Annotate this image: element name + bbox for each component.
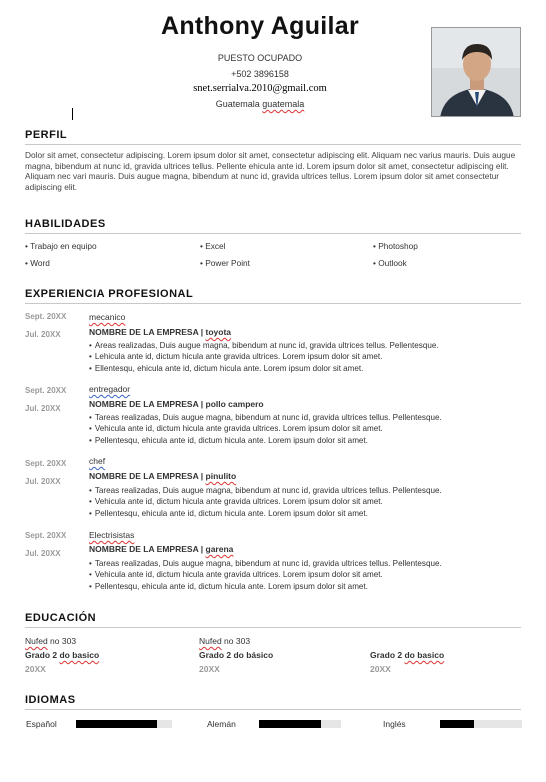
education-heading: EDUCACIÓN (25, 612, 97, 624)
skills-divider (25, 233, 521, 234)
job-bullet: • Vehicula ante id, dictum hicula ante gravida ultrices. Lorem ipsum dolor sit amet. (89, 496, 509, 507)
job-role[interactable]: Electrisistas (89, 530, 135, 540)
language-level-fill (259, 720, 321, 728)
email-address[interactable]: snet.serrialva.2010@gmail.com (193, 83, 327, 94)
location[interactable] (110, 99, 410, 109)
phone-number[interactable]: +502 3896158 (231, 69, 289, 79)
job-bullet: • Tareas realizadas, Duis augue magna, bibendum at nunc id, gravida ultrices tellus. Pellentesque. (89, 485, 509, 496)
location-city: Guatemala (215, 99, 260, 109)
skill-item[interactable]: • Excel (200, 241, 226, 251)
skill-item[interactable]: • Photoshop (373, 241, 418, 251)
job-bullet: • Pellentesqu, ehicula ante id, dictum hicula ante. Lorem ipsum dolor sit amet. (89, 508, 509, 519)
job-bullet: • Ellentesqu, ehicula ante id, dictum hicula ante. Lorem ipsum dolor sit amet. (89, 363, 509, 374)
job-bullet: • Areas realizadas, Duis augue magna, bibendum at nunc id, gravida ultrices tellus. Pellentesque. (89, 340, 509, 351)
education-year[interactable]: 20XX (199, 664, 220, 674)
job-start-date[interactable]: Sept. 20XX (25, 312, 67, 321)
person-photo-icon (432, 28, 521, 117)
job-bullet: • Lehicula ante id, dictum hicula ante gravida ultrices. Lorem ipsum dolor sit amet. (89, 351, 509, 362)
job-end-date[interactable]: Jul. 20XX (25, 404, 61, 413)
experience-divider (25, 303, 521, 304)
language-level-bar[interactable] (440, 720, 522, 728)
language-level-bar[interactable] (76, 720, 172, 728)
job-bullet: • Vehicula ante id, dictum hicula ante gravida ultrices. Lorem ipsum dolor sit amet. (89, 423, 509, 434)
job-company[interactable]: NOMBRE DE LA EMPRESA | garena (89, 544, 234, 554)
job-bullets[interactable] (89, 558, 509, 592)
education-grade[interactable]: Grado 2 do basico (370, 650, 445, 660)
job-start-date[interactable]: Sept. 20XX (25, 531, 67, 540)
profile-photo[interactable] (431, 27, 521, 117)
language-name[interactable]: Alemán (207, 719, 236, 729)
experience-heading: EXPERIENCIA PROFESIONAL (25, 288, 194, 300)
skill-item[interactable]: • Word (25, 258, 50, 268)
profile-text[interactable]: Dolor sit amet, consectetur adipiscing. Lorem ipsum dolor sit amet, consectetur adipiscing elit. Aliquam nec varius mauris. Duis augue magna, bibendum at nunc id, gravida ultrices tellus. Pellente ehicula ante id. Lorem ipsum dolor sit amet, consectetur adipiscing elit. Aliquam nec vari mauris. Duis augue magna, bibendum at nunc id, gravida ultrices tellus. Lorem ipsum dolor sit amet consectetur adipiscing elit. (25, 150, 516, 192)
job-bullets[interactable] (89, 485, 509, 519)
languages-heading: IDIOMAS (25, 694, 76, 706)
skill-item[interactable]: • Trabajo en equipo (25, 241, 97, 251)
location-region: guatemala (262, 99, 305, 109)
language-level-bar[interactable] (259, 720, 341, 728)
text-cursor (72, 108, 73, 120)
education-school[interactable]: Nufed no 303 (199, 636, 251, 646)
profile-divider (25, 144, 521, 145)
candidate-name[interactable]: Anthony Aguilar (160, 12, 359, 40)
education-year[interactable]: 20XX (370, 664, 391, 674)
language-name[interactable]: Inglés (383, 719, 406, 729)
job-end-date[interactable]: Jul. 20XX (25, 330, 61, 339)
education-year[interactable]: 20XX (25, 664, 46, 674)
education-grade[interactable]: Grado 2 do básico (199, 650, 274, 660)
job-bullet: • Pellentesqu, ehicula ante id, dictum hicula ante. Lorem ipsum dolor sit amet. (89, 581, 509, 592)
language-level-fill (76, 720, 157, 728)
job-role[interactable]: mecanico (89, 312, 126, 322)
language-name[interactable]: Español (26, 719, 57, 729)
education-divider (25, 627, 521, 628)
job-company[interactable]: NOMBRE DE LA EMPRESA | pollo campero (89, 399, 264, 409)
skill-item[interactable]: • Outlook (373, 258, 407, 268)
education-school[interactable]: Nufed no 303 (25, 636, 77, 646)
job-end-date[interactable]: Jul. 20XX (25, 549, 61, 558)
languages-divider (25, 709, 521, 710)
skill-item[interactable]: • Power Point (200, 258, 250, 268)
job-bullet: • Pellentesqu, ehicula ante id, dictum hicula ante. Lorem ipsum dolor sit amet. (89, 435, 509, 446)
job-bullet: • Tareas realizadas, Duis augue magna, bibendum at nunc id, gravida ultrices tellus. Pellentesque. (89, 558, 509, 569)
job-start-date[interactable]: Sept. 20XX (25, 386, 67, 395)
position-title[interactable]: PUESTO OCUPADO (217, 53, 303, 63)
profile-heading: PERFIL (25, 129, 68, 141)
job-bullet: • Tareas realizadas, Duis augue magna, bibendum at nunc id, gravida ultrices tellus. Pellentesque. (89, 412, 509, 423)
job-company[interactable]: NOMBRE DE LA EMPRESA | toyota (89, 327, 232, 337)
job-role[interactable]: chef (89, 456, 106, 466)
education-grade[interactable]: Grado 2 do basico (25, 650, 100, 660)
skills-heading: HABILIDADES (25, 218, 106, 230)
job-bullets[interactable] (89, 412, 509, 446)
job-bullets[interactable] (89, 340, 509, 374)
job-start-date[interactable]: Sept. 20XX (25, 459, 67, 468)
job-bullet: • Vehicula ante id, dictum hicula ante gravida ultrices. Lorem ipsum dolor sit amet. (89, 569, 509, 580)
job-end-date[interactable]: Jul. 20XX (25, 477, 61, 486)
job-role[interactable]: entregador (89, 384, 131, 394)
job-company[interactable]: NOMBRE DE LA EMPRESA | pinulito (89, 471, 237, 481)
language-level-fill (440, 720, 474, 728)
